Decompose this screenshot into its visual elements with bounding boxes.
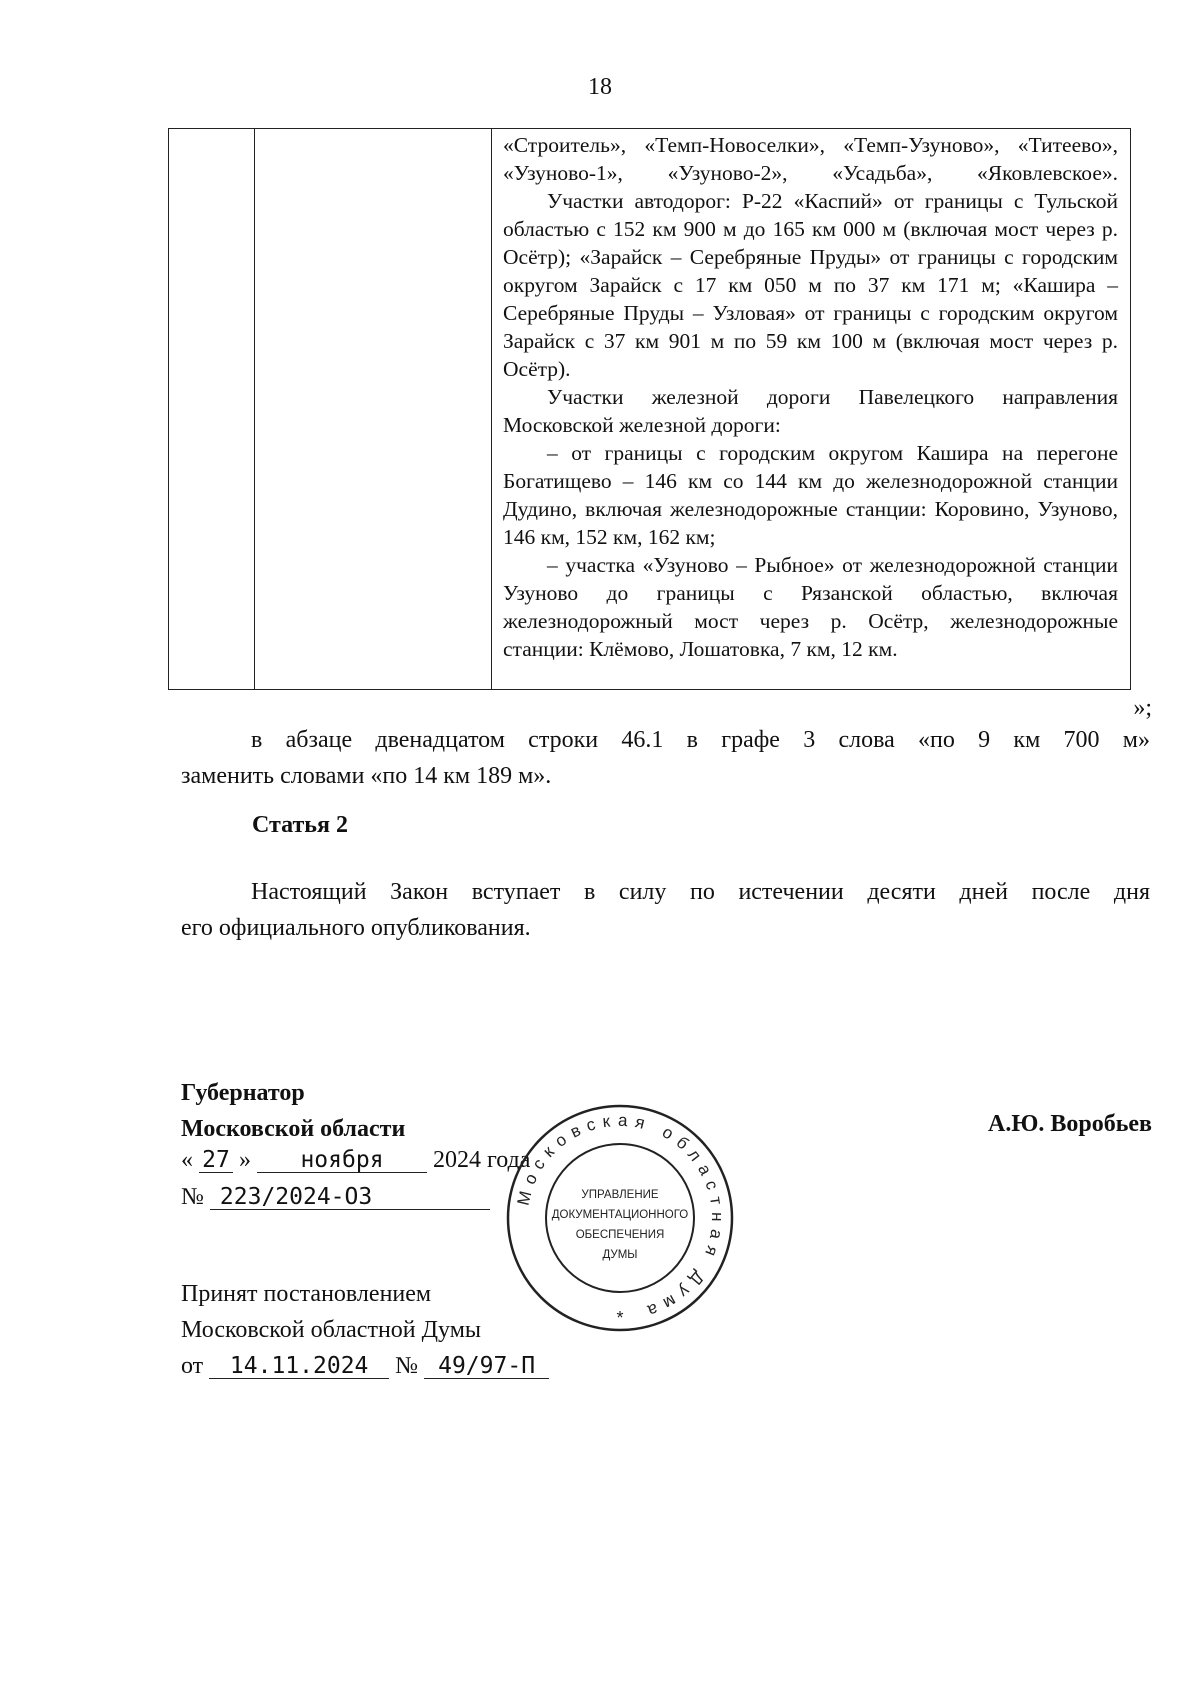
amendment-line: заменить словами «по 14 км 189 м». (181, 763, 552, 789)
adoption-line: Принят постановлением (181, 1281, 432, 1307)
law-number-line (181, 1184, 490, 1211)
adoption-line (181, 1348, 549, 1384)
adoption-from-label: от (181, 1353, 204, 1379)
article-line: его официального опубликования. (181, 915, 531, 941)
governor-name: А.Ю. Воробьев (987, 1111, 1152, 1137)
closing-quote: »; (1133, 695, 1152, 721)
adoption-block (181, 1276, 549, 1384)
amendment-paragraph (181, 722, 1150, 794)
table-column-divider (254, 129, 255, 689)
stamp-ring-text: Московская областная Дума (513, 1110, 728, 1323)
table-cell-description (491, 129, 1130, 689)
article-heading: Статья 2 (252, 812, 348, 838)
cell-line: – участка «Узуново – Рыбное» от железнодорожной станции Узуново до границы с Рязанской областью, включая железнодорожный мост через р. Осётр, железнодорожные станции: Клёмово, Лошатовка, 7 км, 12 км. (503, 553, 1118, 661)
stamp-center-line: УПРАВЛЕНИЕ (581, 1189, 659, 1201)
amendment-line: в абзаце двенадцатом строки 46.1 в графе 3 слова «по 9 км 700 м» (251, 727, 1150, 753)
date-month: ноября (257, 1148, 427, 1173)
date-year: 2024 (433, 1147, 481, 1173)
stamp-center-text (552, 1189, 689, 1261)
governor-title-line: Губернатор (181, 1080, 305, 1106)
official-stamp (500, 1098, 740, 1338)
law-number: 223/2024-ОЗ (210, 1185, 490, 1210)
signing-date (181, 1147, 530, 1174)
date-year-suffix: года (487, 1147, 531, 1173)
governor-title-line: Московской области (181, 1116, 406, 1142)
date-quote-open: « (181, 1147, 193, 1173)
cell-line: «Строитель», «Темп-Новоселки», «Темп-Узуново», «Титеево», «Узуново-1», «Узуново-2», «Усадьба», «Яковлевское». (503, 133, 1118, 185)
stamp-star: * (616, 1308, 624, 1328)
number-sign: № (181, 1184, 204, 1210)
stamp-center-line: ДУМЫ (602, 1249, 638, 1261)
stamp-center-line: ОБЕСПЕЧЕНИЯ (575, 1229, 665, 1241)
adoption-date: 14.11.2024 (209, 1354, 389, 1379)
adoption-number: 49/97-П (424, 1354, 549, 1379)
cell-line: – от границы с городским округом Кашира на перегоне Богатищево – 146 км со 144 км до железнодорожной станции Дудино, включая железнодорожные станции: Коровино, Узуново, 146 км, 152 км, 162 км; (503, 441, 1118, 549)
cell-line: Участки автодорог: Р-22 «Каспий» от границы с Тульской областью с 152 км 900 м до 165 км 000 м (включая мост через р. Осётр); «Зарайск – Серебряные Пруды» от границы с городским округом Зарайск с 17 км 050 м по 37 км 171 м; «Кашира – Серебряные Пруды – Узловая» от границы с городским округом Зарайск с 37 км 901 м по 59 км 100 м (включая мост через р. Осётр). (503, 189, 1118, 381)
territory-table (168, 128, 1131, 690)
governor-title (181, 1075, 405, 1147)
article-paragraph (181, 874, 1150, 946)
cell-line: Участки железной дороги Павелецкого направления Московской железной дороги: (503, 385, 1118, 437)
adoption-number-sign: № (395, 1353, 419, 1379)
stamp-center-line: ДОКУМЕНТАЦИОННОГО (551, 1209, 689, 1221)
date-day: 27 (199, 1148, 233, 1173)
adoption-line: Московской областной Думы (181, 1317, 481, 1343)
date-quote-close: » (239, 1147, 251, 1173)
page-number: 18 (588, 74, 612, 100)
article-line: Настоящий Закон вступает в силу по истечении десяти дней после дня (251, 879, 1150, 905)
